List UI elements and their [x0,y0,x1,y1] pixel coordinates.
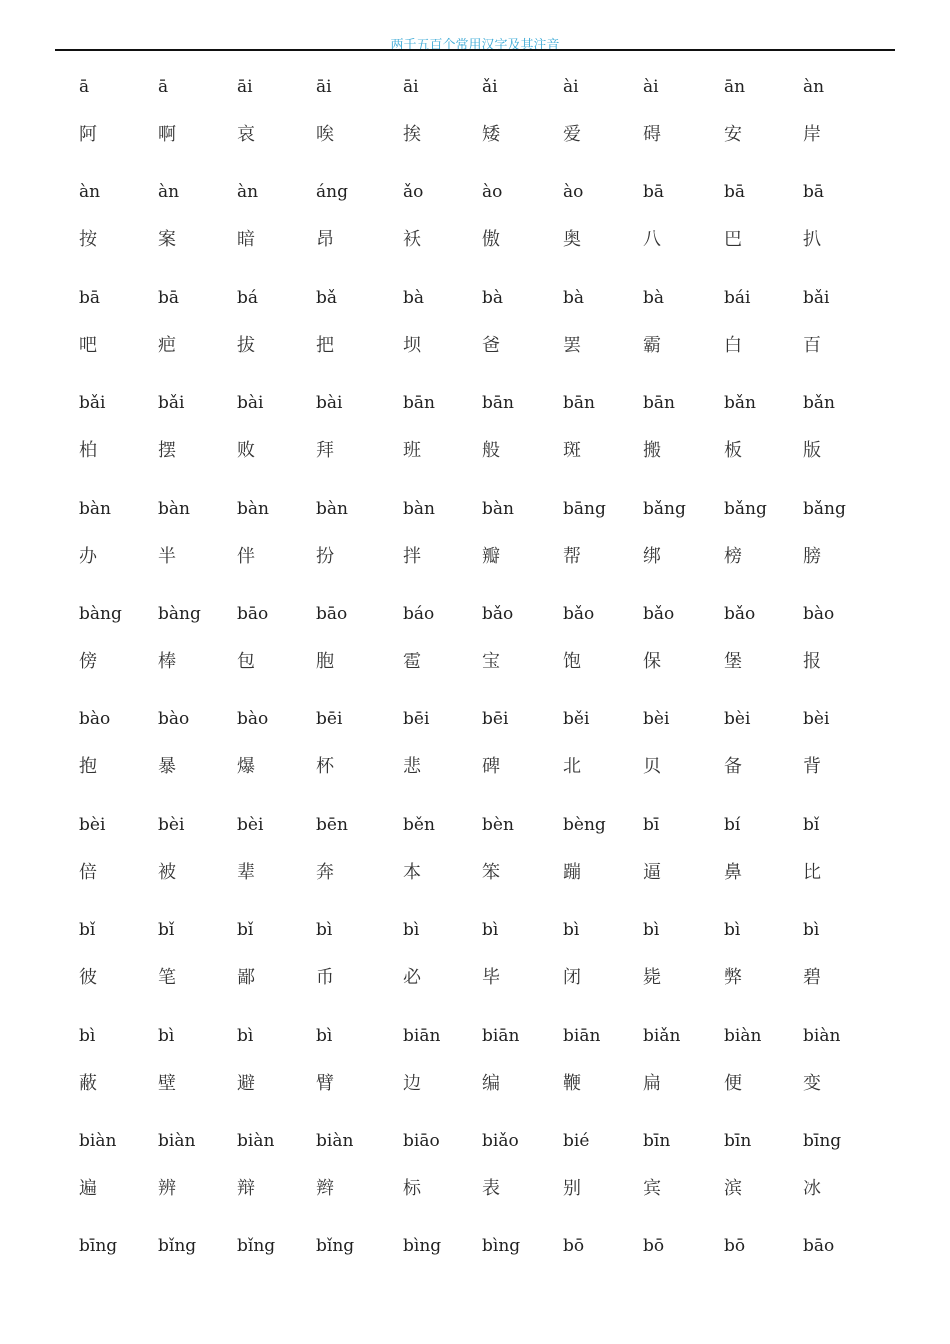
pinyin-label: ān [724,77,746,97]
pinyin-label: bì [403,920,420,941]
hanzi-character: 八 [643,229,661,251]
header-divider [55,49,895,51]
pinyin-label: ài [563,77,579,97]
pinyin-label: bīn [643,1130,671,1151]
pinyin-label: bà [643,287,665,308]
pinyin-label: àn [237,182,259,203]
pinyin-label: bèi [79,814,106,835]
pinyin-label: bīng [803,1130,842,1151]
table-row [0,1130,950,1235]
hanzi-character: 表 [482,1177,500,1199]
hanzi-character: 辨 [158,1177,176,1199]
pinyin-label: biàn [158,1130,196,1151]
table-row [0,1025,950,1130]
pinyin-label: ài [643,77,659,97]
pinyin-label: bǎo [563,603,595,624]
pinyin-label: bǎng [803,498,846,519]
pinyin-label: bá [237,287,259,308]
page-header-title: 两千五百个常用汉字及其注音 [390,38,560,53]
hanzi-character: 壁 [158,1072,176,1094]
pinyin-label: biàn [316,1130,354,1151]
hanzi-character: 爆 [237,756,255,778]
hanzi-character: 暴 [158,756,176,778]
hanzi-character: 别 [563,1177,581,1199]
pinyin-label: bèng [563,814,606,835]
hanzi-character: 绑 [643,545,661,567]
table-row [0,181,950,286]
pinyin-label: bǎo [643,603,675,624]
pinyin-label: àn [79,182,101,203]
pinyin-label: bì [316,920,333,941]
hanzi-character: 阿 [79,124,97,145]
table-row [0,76,950,181]
hanzi-character: 遍 [79,1177,97,1199]
pinyin-label: biǎn [643,1025,681,1046]
hanzi-character: 逼 [643,861,661,883]
hanzi-character: 堡 [724,650,742,672]
pinyin-label: biān [403,1025,441,1046]
hanzi-character: 半 [158,545,176,567]
hanzi-character: 贝 [643,756,661,778]
pinyin-label: bēi [482,709,509,730]
hanzi-character: 扮 [316,545,334,567]
hanzi-character: 宾 [643,1177,661,1199]
hanzi-character: 北 [563,756,581,778]
pinyin-label: bǎn [803,393,835,414]
hanzi-character: 鄙 [237,967,255,989]
pinyin-label: bǐ [158,920,175,941]
hanzi-character: 报 [803,650,821,672]
pinyin-label: bié [563,1130,590,1151]
pinyin-label: bào [237,709,269,730]
hanzi-character: 板 [724,440,742,462]
hanzi-character: 臂 [316,1072,334,1094]
pinyin-label: àn [158,182,180,203]
table-row [0,919,950,1024]
pinyin-label: bàn [79,498,111,519]
pinyin-label: bèi [237,814,264,835]
hanzi-character: 币 [316,967,334,989]
pinyin-label: biàn [803,1025,841,1046]
hanzi-character: 碧 [803,967,821,989]
hanzi-character: 辫 [316,1177,334,1199]
hanzi-character: 变 [803,1072,821,1094]
hanzi-character: 败 [237,440,255,462]
hanzi-character: 保 [643,650,661,672]
hanzi-character: 弊 [724,967,742,989]
hanzi-character: 本 [403,861,421,883]
pinyin-label: bì [79,1025,96,1046]
pinyin-label: bì [643,920,660,941]
pinyin-label: bào [803,603,835,624]
pinyin-label: bǐng [316,1236,355,1257]
hanzi-character: 标 [403,1177,421,1199]
pinyin-label: bān [563,393,595,414]
pinyin-label: bài [237,393,264,414]
pinyin-label: bā [79,287,101,308]
pinyin-label: biān [482,1025,520,1046]
pinyin-label: āi [316,77,332,97]
hanzi-character: 拔 [237,334,255,356]
pinyin-label: bǎn [724,393,756,414]
pinyin-label: bēi [403,709,430,730]
pinyin-label: bāng [563,498,606,519]
table-row [0,708,950,813]
hanzi-character: 唉 [316,124,334,145]
pinyin-label: bǎo [724,603,756,624]
pinyin-label: ā [79,77,90,97]
hanzi-character: 冰 [803,1177,821,1199]
hanzi-character: 拜 [316,440,334,462]
hanzi-character: 霸 [643,334,661,356]
hanzi-character: 疤 [158,334,176,356]
hanzi-character: 比 [803,861,821,883]
hanzi-character: 毙 [643,967,661,989]
hanzi-character: 毕 [482,967,500,989]
hanzi-character: 笔 [158,967,176,989]
pinyin-label: biǎo [482,1130,519,1151]
pinyin-label: bǐng [237,1236,276,1257]
hanzi-character: 彼 [79,967,97,989]
hanzi-character: 悲 [403,756,421,778]
pinyin-label: āi [237,77,253,97]
pinyin-label: bēn [316,814,348,835]
pinyin-label: běn [403,814,435,835]
pinyin-label: bà [403,287,425,308]
hanzi-character: 扁 [643,1072,661,1094]
hanzi-character: 安 [724,124,742,145]
table-row [0,392,950,497]
pinyin-label: bǎi [79,393,106,414]
pinyin-label: bǎng [643,498,686,519]
hanzi-character: 百 [803,334,821,356]
table-row [0,603,950,708]
hanzi-character: 胞 [316,650,334,672]
pinyin-label: bì [316,1025,333,1046]
hanzi-character: 昂 [316,229,334,251]
hanzi-character: 鞭 [563,1072,581,1094]
hanzi-character: 被 [158,861,176,883]
hanzi-character: 碑 [482,756,500,778]
pinyin-label: ǎo [403,182,424,203]
pinyin-label: bō [724,1236,746,1257]
pinyin-label: bài [316,393,343,414]
hanzi-character: 抱 [79,756,97,778]
hanzi-character: 倍 [79,861,97,883]
pinyin-label: bàn [482,498,514,519]
pinyin-label: bì [482,920,499,941]
hanzi-character: 饱 [563,650,581,672]
hanzi-character: 傍 [79,650,97,672]
pinyin-label: bǎo [482,603,514,624]
pinyin-label: bào [79,709,111,730]
hanzi-character: 膀 [803,545,821,567]
hanzi-character: 白 [724,334,742,356]
hanzi-character: 避 [237,1072,255,1094]
hanzi-character: 闭 [563,967,581,989]
pinyin-label: bǐ [79,920,96,941]
pinyin-label: bào [158,709,190,730]
pinyin-label: bì [803,920,820,941]
pinyin-label: bàn [316,498,348,519]
pinyin-label: biàn [724,1025,762,1046]
hanzi-character: 编 [482,1072,500,1094]
hanzi-character: 斑 [563,440,581,462]
pinyin-label: biàn [237,1130,275,1151]
hanzi-character: 棒 [158,650,176,672]
pinyin-label: biàn [79,1130,117,1151]
pinyin-label: bèi [724,709,751,730]
hanzi-character: 吧 [79,334,97,356]
pinyin-label: bà [482,287,504,308]
pinyin-label: bīng [79,1236,118,1257]
table-row [0,498,950,603]
pinyin-label: bīn [724,1130,752,1151]
hanzi-character: 背 [803,756,821,778]
hanzi-character: 伴 [237,545,255,567]
hanzi-character: 扒 [803,229,821,251]
hanzi-character: 把 [316,334,334,356]
pinyin-label: bì [237,1025,254,1046]
pinyin-label: bǎi [803,287,830,308]
hanzi-character: 摆 [158,440,176,462]
hanzi-character: 搬 [643,440,661,462]
hanzi-character: 蔽 [79,1072,97,1094]
hanzi-character: 爸 [482,334,500,356]
pinyin-label: bì [724,920,741,941]
hanzi-character: 滨 [724,1177,742,1199]
hanzi-character: 啊 [158,124,176,145]
hanzi-character: 般 [482,440,500,462]
pinyin-label: ǎi [482,77,498,97]
pinyin-label: bēi [316,709,343,730]
pinyin-label: bǎng [724,498,767,519]
pinyin-label: bā [803,182,825,203]
hanzi-character: 笨 [482,861,500,883]
pinyin-label: bí [724,814,741,835]
pinyin-label: běi [563,709,590,730]
pinyin-label: bìng [403,1236,442,1257]
pinyin-label: bàng [79,603,122,624]
hanzi-character: 袄 [403,229,421,251]
pinyin-label: bō [643,1236,665,1257]
hanzi-character: 柏 [79,440,97,462]
hanzi-character: 包 [237,650,255,672]
pinyin-label: ā [158,77,169,97]
hanzi-character: 帮 [563,545,581,567]
table-row [0,1235,950,1340]
pinyin-label: bāo [237,603,269,624]
hanzi-character: 岸 [803,124,821,145]
hanzi-character: 爱 [563,124,581,145]
hanzi-character: 碍 [643,124,661,145]
hanzi-character: 蹦 [563,861,581,883]
pinyin-label: bìng [482,1236,521,1257]
hanzi-character: 雹 [403,650,421,672]
hanzi-character: 办 [79,545,97,567]
pinyin-label: àn [803,77,825,97]
pinyin-label: bǎi [158,393,185,414]
pinyin-label: bèn [482,814,514,835]
hanzi-character: 挨 [403,124,421,145]
pinyin-label: āi [403,77,419,97]
hanzi-character: 奥 [563,229,581,251]
pinyin-label: bān [643,393,675,414]
hanzi-character: 巴 [724,229,742,251]
pinyin-label: bān [403,393,435,414]
pinyin-label: bǐ [237,920,254,941]
pinyin-label: bàn [158,498,190,519]
hanzi-character: 傲 [482,229,500,251]
pinyin-label: bāo [316,603,348,624]
hanzi-character: 班 [403,440,421,462]
hanzi-character: 边 [403,1072,421,1094]
pinyin-label: ào [482,182,503,203]
hanzi-character: 便 [724,1072,742,1094]
hanzi-character: 矮 [482,124,500,145]
pinyin-label: bō [563,1236,585,1257]
pinyin-label: bǐng [158,1236,197,1257]
pinyin-label: bàn [403,498,435,519]
pinyin-label: bàng [158,603,201,624]
pinyin-label: bì [563,920,580,941]
pinyin-label: áng [316,182,348,203]
pinyin-label: bā [158,287,180,308]
table-row [0,814,950,919]
table-row [0,287,950,392]
pinyin-label: bèi [803,709,830,730]
pinyin-label: bāo [803,1236,835,1257]
pinyin-label: bān [482,393,514,414]
pinyin-label: bà [563,287,585,308]
hanzi-character: 罢 [563,334,581,356]
hanzi-character: 榜 [724,545,742,567]
pinyin-label: bèi [158,814,185,835]
hanzi-character: 瓣 [482,545,500,567]
pinyin-label: bì [158,1025,175,1046]
pinyin-label: báo [403,603,435,624]
hanzi-character: 辈 [237,861,255,883]
hanzi-character: 必 [403,967,421,989]
pinyin-character-table [0,76,950,1341]
pinyin-label: bèi [643,709,670,730]
pinyin-label: biān [563,1025,601,1046]
hanzi-character: 奔 [316,861,334,883]
pinyin-label: bā [724,182,746,203]
hanzi-character: 版 [803,440,821,462]
hanzi-character: 案 [158,229,176,251]
pinyin-label: biāo [403,1130,440,1151]
pinyin-label: bái [724,287,751,308]
pinyin-label: bǎ [316,287,338,308]
hanzi-character: 备 [724,756,742,778]
hanzi-character: 按 [79,229,97,251]
hanzi-character: 坝 [403,334,421,356]
hanzi-character: 暗 [237,229,255,251]
hanzi-character: 宝 [482,650,500,672]
hanzi-character: 拌 [403,545,421,567]
hanzi-character: 辩 [237,1177,255,1199]
hanzi-character: 杯 [316,756,334,778]
pinyin-label: ào [563,182,584,203]
hanzi-character: 哀 [237,124,255,145]
pinyin-label: bǐ [803,814,820,835]
hanzi-character: 鼻 [724,861,742,883]
pinyin-label: bàn [237,498,269,519]
pinyin-label: bī [643,814,660,835]
pinyin-label: bā [643,182,665,203]
